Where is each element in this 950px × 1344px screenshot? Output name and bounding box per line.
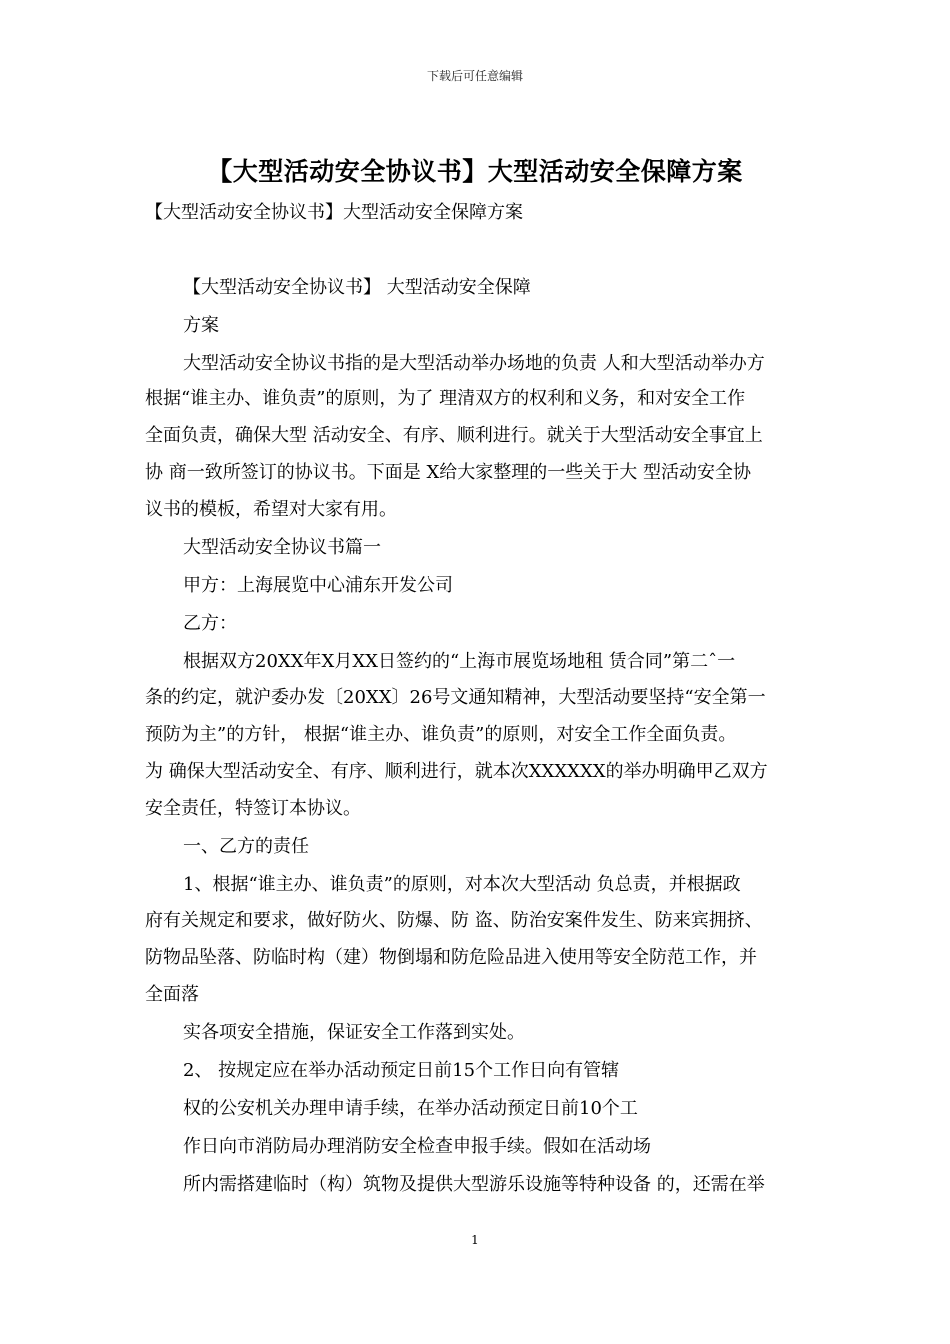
paragraph-line: 预防为主”的方针， 根据“谁主办、谁负责”的原则，对安全工作全面负责。 <box>145 724 737 745</box>
paragraph-line: 实各项安全措施，保证安全工作落到实处。 <box>183 1022 525 1043</box>
page-number: 1 <box>471 1233 479 1247</box>
section-heading: 大型活动安全协议书篇一 <box>183 537 381 558</box>
subtitle-line: 【大型活动安全协议书】大型活动安全保障方案 <box>145 202 523 223</box>
paragraph-line: 安全责任，特签订本协议。 <box>145 798 361 819</box>
paragraph-line: 全面落 <box>145 984 199 1005</box>
paragraph-line: 1、根据“谁主办、谁负责”的原则，对本次大型活动 负总责，并根据政 <box>183 874 741 895</box>
paragraph-line: 【大型活动安全协议书】 大型活动安全保障 <box>183 277 531 298</box>
paragraph-line: 全面负责，确保大型 活动安全、有序、顺利进行。就关于大型活动安全事宜上 <box>145 425 763 446</box>
paragraph-line: 议书的模板，希望对大家有用。 <box>145 499 397 520</box>
paragraph-line: 权的公安机关办理申请手续，在举办活动预定日前10个工 <box>183 1098 638 1119</box>
paragraph-line: 协 商一致所签订的协议书。下面是 X给大家整理的一些关于大 型活动安全协 <box>145 462 751 483</box>
paragraph-line: 为 确保大型活动安全、有序、顺利进行，就本次XXXXXX的举办明确甲乙双方 <box>145 761 768 782</box>
page-header: 下载后可任意编辑 <box>426 69 523 83</box>
paragraph-line: 大型活动安全协议书指的是大型活动举办场地的负责 人和大型活动举办方 <box>183 353 765 374</box>
party-a-line: 甲方：上海展览中心浦东开发公司 <box>183 575 453 596</box>
paragraph-line: 防物品坠落、防临时构（建）物倒塌和防危险品进入使用等安全防范工作，并 <box>145 947 757 968</box>
paragraph-line: 根据双方20XX年X月XX日签约的“上海市展览场地租 赁合同”第二ˆ一 <box>183 651 736 672</box>
paragraph-line: 作日向市消防局办理消防安全检查申报手续。假如在活动场 <box>183 1136 651 1157</box>
party-b-line: 乙方： <box>183 613 237 634</box>
paragraph-line: 根据“谁主办、谁负责”的原则，为了 理清双方的权利和义务，和对安全工作 <box>145 388 746 409</box>
paragraph-line: 府有关规定和要求，做好防火、防爆、防 盗、防治安案件发生、防来宾拥挤、 <box>145 910 763 931</box>
paragraph-line: 条的约定，就沪委办发〔20XX〕26号文通知精神，大型活动要坚持“安全第一 <box>145 687 766 708</box>
section-heading: 一、乙方的责任 <box>183 836 309 857</box>
document-title: 【大型活动安全协议书】大型活动安全保障方案 <box>207 157 743 186</box>
paragraph-line: 方案 <box>183 315 219 336</box>
paragraph-line: 2、 按规定应在举办活动预定日前15个工作日向有管辖 <box>183 1060 620 1081</box>
paragraph-line: 所内需搭建临时（构）筑物及提供大型游乐设施等特种设备 的，还需在举 <box>183 1174 765 1195</box>
